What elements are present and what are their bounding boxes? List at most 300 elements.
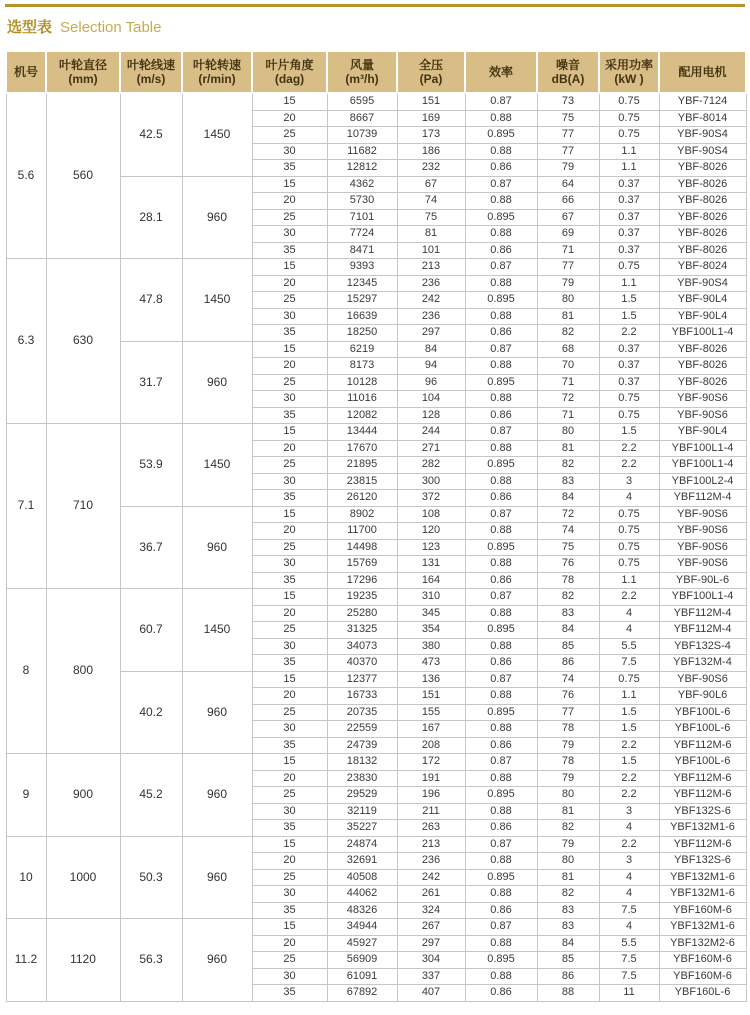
motor-cell: YBF-8026 bbox=[659, 226, 746, 243]
motor-cell: YBF112M-4 bbox=[659, 605, 746, 622]
diameter-cell: 560 bbox=[46, 93, 120, 259]
total-pressure-cell: 282 bbox=[397, 457, 465, 474]
power-cell: 1.5 bbox=[599, 754, 659, 771]
efficiency-cell: 0.86 bbox=[465, 572, 537, 589]
blade-angle-cell: 20 bbox=[252, 193, 327, 210]
efficiency-cell: 0.86 bbox=[465, 407, 537, 424]
power-cell: 0.37 bbox=[599, 358, 659, 375]
efficiency-cell: 0.895 bbox=[465, 704, 537, 721]
power-cell: 1.1 bbox=[599, 143, 659, 160]
blade-angle-cell: 25 bbox=[252, 374, 327, 391]
noise-cell: 80 bbox=[537, 292, 599, 309]
air-volume-cell: 7101 bbox=[327, 209, 397, 226]
power-cell: 0.75 bbox=[599, 506, 659, 523]
motor-cell: YBF100L-6 bbox=[659, 721, 746, 738]
blade-angle-cell: 25 bbox=[252, 539, 327, 556]
efficiency-cell: 0.895 bbox=[465, 787, 537, 804]
rpm-cell: 960 bbox=[182, 754, 252, 837]
power-cell: 2.2 bbox=[599, 836, 659, 853]
total-pressure-cell: 94 bbox=[397, 358, 465, 375]
total-pressure-cell: 196 bbox=[397, 787, 465, 804]
motor-cell: YBF-90S4 bbox=[659, 143, 746, 160]
blade-angle-cell: 15 bbox=[252, 671, 327, 688]
air-volume-cell: 29529 bbox=[327, 787, 397, 804]
efficiency-cell: 0.88 bbox=[465, 308, 537, 325]
total-pressure-cell: 67 bbox=[397, 176, 465, 193]
air-volume-cell: 8173 bbox=[327, 358, 397, 375]
air-volume-cell: 67892 bbox=[327, 985, 397, 1002]
efficiency-cell: 0.88 bbox=[465, 605, 537, 622]
noise-cell: 82 bbox=[537, 325, 599, 342]
power-cell: 0.75 bbox=[599, 127, 659, 144]
noise-cell: 85 bbox=[537, 952, 599, 969]
power-cell: 0.37 bbox=[599, 226, 659, 243]
air-volume-cell: 20735 bbox=[327, 704, 397, 721]
total-pressure-cell: 101 bbox=[397, 242, 465, 259]
noise-cell: 83 bbox=[537, 473, 599, 490]
rpm-cell: 960 bbox=[182, 176, 252, 259]
efficiency-cell: 0.88 bbox=[465, 110, 537, 127]
power-cell: 2.2 bbox=[599, 325, 659, 342]
efficiency-cell: 0.87 bbox=[465, 259, 537, 276]
noise-cell: 70 bbox=[537, 358, 599, 375]
power-cell: 2.2 bbox=[599, 589, 659, 606]
blade-angle-cell: 30 bbox=[252, 143, 327, 160]
air-volume-cell: 5730 bbox=[327, 193, 397, 210]
noise-cell: 79 bbox=[537, 275, 599, 292]
noise-cell: 85 bbox=[537, 638, 599, 655]
total-pressure-cell: 232 bbox=[397, 160, 465, 177]
efficiency-cell: 0.87 bbox=[465, 341, 537, 358]
noise-cell: 83 bbox=[537, 902, 599, 919]
noise-cell: 81 bbox=[537, 308, 599, 325]
blade-angle-cell: 35 bbox=[252, 820, 327, 837]
noise-cell: 77 bbox=[537, 704, 599, 721]
air-volume-cell: 22559 bbox=[327, 721, 397, 738]
noise-cell: 82 bbox=[537, 589, 599, 606]
line-speed-cell: 60.7 bbox=[120, 589, 182, 672]
rpm-cell: 1450 bbox=[182, 589, 252, 672]
power-cell: 4 bbox=[599, 820, 659, 837]
air-volume-cell: 16733 bbox=[327, 688, 397, 705]
air-volume-cell: 21895 bbox=[327, 457, 397, 474]
motor-cell: YBF100L1-4 bbox=[659, 589, 746, 606]
total-pressure-cell: 151 bbox=[397, 93, 465, 110]
motor-cell: YBF112M-4 bbox=[659, 490, 746, 507]
diameter-cell: 900 bbox=[46, 754, 120, 837]
blade-angle-cell: 30 bbox=[252, 638, 327, 655]
blade-angle-cell: 35 bbox=[252, 572, 327, 589]
motor-cell: YBF-90S4 bbox=[659, 275, 746, 292]
efficiency-cell: 0.88 bbox=[465, 275, 537, 292]
motor-cell: YBF132S-6 bbox=[659, 853, 746, 870]
model-cell: 6.3 bbox=[6, 259, 46, 424]
motor-cell: YBF-8024 bbox=[659, 259, 746, 276]
blade-angle-cell: 25 bbox=[252, 209, 327, 226]
efficiency-cell: 0.895 bbox=[465, 127, 537, 144]
efficiency-cell: 0.88 bbox=[465, 358, 537, 375]
motor-cell: YBF160M-6 bbox=[659, 968, 746, 985]
efficiency-cell: 0.88 bbox=[465, 440, 537, 457]
motor-cell: YBF-8026 bbox=[659, 176, 746, 193]
noise-cell: 72 bbox=[537, 506, 599, 523]
air-volume-cell: 45927 bbox=[327, 935, 397, 952]
blade-angle-cell: 35 bbox=[252, 325, 327, 342]
model-cell: 9 bbox=[6, 754, 46, 837]
motor-cell: YBF132M2-6 bbox=[659, 935, 746, 952]
noise-cell: 80 bbox=[537, 853, 599, 870]
total-pressure-cell: 167 bbox=[397, 721, 465, 738]
motor-cell: YBF132M1-6 bbox=[659, 886, 746, 903]
air-volume-cell: 19235 bbox=[327, 589, 397, 606]
line-speed-cell: 56.3 bbox=[120, 919, 182, 1002]
power-cell: 0.75 bbox=[599, 539, 659, 556]
motor-cell: YBF-8026 bbox=[659, 160, 746, 177]
total-pressure-cell: 155 bbox=[397, 704, 465, 721]
blade-angle-cell: 30 bbox=[252, 803, 327, 820]
air-volume-cell: 11682 bbox=[327, 143, 397, 160]
table-row bbox=[6, 259, 746, 276]
motor-cell: YBF-90S6 bbox=[659, 556, 746, 573]
air-volume-cell: 48326 bbox=[327, 902, 397, 919]
air-volume-cell: 11700 bbox=[327, 523, 397, 540]
blade-angle-cell: 30 bbox=[252, 473, 327, 490]
efficiency-cell: 0.88 bbox=[465, 523, 537, 540]
column-header-efficiency: 效率 bbox=[465, 51, 537, 93]
air-volume-cell: 32691 bbox=[327, 853, 397, 870]
air-volume-cell: 6595 bbox=[327, 93, 397, 110]
efficiency-cell: 0.88 bbox=[465, 391, 537, 408]
efficiency-cell: 0.88 bbox=[465, 193, 537, 210]
power-cell: 7.5 bbox=[599, 968, 659, 985]
blade-angle-cell: 25 bbox=[252, 127, 327, 144]
diameter-cell: 710 bbox=[46, 424, 120, 589]
air-volume-cell: 10739 bbox=[327, 127, 397, 144]
blade-angle-cell: 15 bbox=[252, 754, 327, 771]
blade-angle-cell: 30 bbox=[252, 308, 327, 325]
air-volume-cell: 15769 bbox=[327, 556, 397, 573]
blade-angle-cell: 20 bbox=[252, 523, 327, 540]
power-cell: 0.37 bbox=[599, 176, 659, 193]
air-volume-cell: 32119 bbox=[327, 803, 397, 820]
line-speed-cell: 42.5 bbox=[120, 93, 182, 176]
motor-cell: YBF112M-6 bbox=[659, 737, 746, 754]
power-cell: 0.37 bbox=[599, 374, 659, 391]
efficiency-cell: 0.86 bbox=[465, 985, 537, 1002]
efficiency-cell: 0.86 bbox=[465, 902, 537, 919]
power-cell: 0.75 bbox=[599, 556, 659, 573]
blade-angle-cell: 30 bbox=[252, 556, 327, 573]
blade-angle-cell: 25 bbox=[252, 292, 327, 309]
column-header-motor: 配用电机 bbox=[659, 51, 746, 93]
total-pressure-cell: 96 bbox=[397, 374, 465, 391]
model-cell: 5.6 bbox=[6, 93, 46, 259]
air-volume-cell: 6219 bbox=[327, 341, 397, 358]
column-header-noise: 噪音 dB(A) bbox=[537, 51, 599, 93]
total-pressure-cell: 81 bbox=[397, 226, 465, 243]
total-pressure-cell: 271 bbox=[397, 440, 465, 457]
rpm-cell: 960 bbox=[182, 506, 252, 589]
air-volume-cell: 44062 bbox=[327, 886, 397, 903]
air-volume-cell: 24874 bbox=[327, 836, 397, 853]
power-cell: 0.75 bbox=[599, 671, 659, 688]
efficiency-cell: 0.88 bbox=[465, 935, 537, 952]
efficiency-cell: 0.86 bbox=[465, 160, 537, 177]
total-pressure-cell: 337 bbox=[397, 968, 465, 985]
noise-cell: 69 bbox=[537, 226, 599, 243]
power-cell: 1.5 bbox=[599, 424, 659, 441]
air-volume-cell: 56909 bbox=[327, 952, 397, 969]
power-cell: 0.75 bbox=[599, 391, 659, 408]
blade-angle-cell: 15 bbox=[252, 424, 327, 441]
efficiency-cell: 0.86 bbox=[465, 325, 537, 342]
motor-cell: YBF132M1-6 bbox=[659, 869, 746, 886]
motor-cell: YBF-8014 bbox=[659, 110, 746, 127]
power-cell: 7.5 bbox=[599, 655, 659, 672]
motor-cell: YBF-90L6 bbox=[659, 688, 746, 705]
total-pressure-cell: 244 bbox=[397, 424, 465, 441]
efficiency-cell: 0.895 bbox=[465, 622, 537, 639]
noise-cell: 78 bbox=[537, 572, 599, 589]
noise-cell: 78 bbox=[537, 721, 599, 738]
table-row bbox=[6, 93, 746, 110]
total-pressure-cell: 128 bbox=[397, 407, 465, 424]
efficiency-cell: 0.88 bbox=[465, 721, 537, 738]
efficiency-cell: 0.88 bbox=[465, 886, 537, 903]
noise-cell: 86 bbox=[537, 655, 599, 672]
efficiency-cell: 0.86 bbox=[465, 242, 537, 259]
efficiency-cell: 0.88 bbox=[465, 688, 537, 705]
air-volume-cell: 25280 bbox=[327, 605, 397, 622]
blade-angle-cell: 35 bbox=[252, 985, 327, 1002]
noise-cell: 71 bbox=[537, 242, 599, 259]
power-cell: 4 bbox=[599, 490, 659, 507]
total-pressure-cell: 236 bbox=[397, 308, 465, 325]
power-cell: 0.37 bbox=[599, 209, 659, 226]
column-header-total-pressure: 全压 (Pa) bbox=[397, 51, 465, 93]
noise-cell: 82 bbox=[537, 820, 599, 837]
noise-cell: 81 bbox=[537, 869, 599, 886]
noise-cell: 66 bbox=[537, 193, 599, 210]
noise-cell: 72 bbox=[537, 391, 599, 408]
air-volume-cell: 40370 bbox=[327, 655, 397, 672]
motor-cell: YBF-90S6 bbox=[659, 407, 746, 424]
noise-cell: 75 bbox=[537, 110, 599, 127]
total-pressure-cell: 75 bbox=[397, 209, 465, 226]
blade-angle-cell: 15 bbox=[252, 919, 327, 936]
noise-cell: 82 bbox=[537, 886, 599, 903]
title-chinese: 选型表 bbox=[7, 19, 53, 36]
efficiency-cell: 0.87 bbox=[465, 506, 537, 523]
noise-cell: 81 bbox=[537, 803, 599, 820]
power-cell: 1.5 bbox=[599, 308, 659, 325]
air-volume-cell: 34944 bbox=[327, 919, 397, 936]
air-volume-cell: 8902 bbox=[327, 506, 397, 523]
air-volume-cell: 23830 bbox=[327, 770, 397, 787]
total-pressure-cell: 297 bbox=[397, 325, 465, 342]
top-gold-divider bbox=[5, 4, 745, 7]
motor-cell: YBF-90L-6 bbox=[659, 572, 746, 589]
table-row bbox=[6, 836, 746, 853]
total-pressure-cell: 84 bbox=[397, 341, 465, 358]
noise-cell: 83 bbox=[537, 605, 599, 622]
column-header-model: 机号 bbox=[6, 51, 46, 93]
power-cell: 4 bbox=[599, 869, 659, 886]
total-pressure-cell: 267 bbox=[397, 919, 465, 936]
motor-cell: YBF-90S6 bbox=[659, 671, 746, 688]
noise-cell: 84 bbox=[537, 935, 599, 952]
blade-angle-cell: 35 bbox=[252, 160, 327, 177]
total-pressure-cell: 304 bbox=[397, 952, 465, 969]
efficiency-cell: 0.88 bbox=[465, 638, 537, 655]
efficiency-cell: 0.88 bbox=[465, 226, 537, 243]
diameter-cell: 630 bbox=[46, 259, 120, 424]
efficiency-cell: 0.87 bbox=[465, 754, 537, 771]
column-header-power: 采用功率 (kW ) bbox=[599, 51, 659, 93]
efficiency-cell: 0.895 bbox=[465, 292, 537, 309]
blade-angle-cell: 20 bbox=[252, 440, 327, 457]
power-cell: 1.1 bbox=[599, 160, 659, 177]
efficiency-cell: 0.87 bbox=[465, 919, 537, 936]
column-header-impeller-diameter: 叶轮直径 (mm) bbox=[46, 51, 120, 93]
power-cell: 3 bbox=[599, 853, 659, 870]
blade-angle-cell: 25 bbox=[252, 952, 327, 969]
line-speed-cell: 47.8 bbox=[120, 259, 182, 342]
noise-cell: 86 bbox=[537, 968, 599, 985]
blade-angle-cell: 35 bbox=[252, 490, 327, 507]
blade-angle-cell: 20 bbox=[252, 358, 327, 375]
air-volume-cell: 18132 bbox=[327, 754, 397, 771]
total-pressure-cell: 310 bbox=[397, 589, 465, 606]
total-pressure-cell: 242 bbox=[397, 869, 465, 886]
blade-angle-cell: 30 bbox=[252, 968, 327, 985]
air-volume-cell: 17670 bbox=[327, 440, 397, 457]
total-pressure-cell: 208 bbox=[397, 737, 465, 754]
motor-cell: YBF-90L4 bbox=[659, 292, 746, 309]
power-cell: 0.75 bbox=[599, 93, 659, 110]
motor-cell: YBF112M-6 bbox=[659, 787, 746, 804]
power-cell: 2.2 bbox=[599, 457, 659, 474]
power-cell: 2.2 bbox=[599, 440, 659, 457]
total-pressure-cell: 131 bbox=[397, 556, 465, 573]
column-header-blade-angle: 叶片角度 (dag) bbox=[252, 51, 327, 93]
power-cell: 11 bbox=[599, 985, 659, 1002]
total-pressure-cell: 236 bbox=[397, 853, 465, 870]
air-volume-cell: 12345 bbox=[327, 275, 397, 292]
noise-cell: 71 bbox=[537, 374, 599, 391]
rpm-cell: 960 bbox=[182, 671, 252, 754]
total-pressure-cell: 242 bbox=[397, 292, 465, 309]
efficiency-cell: 0.87 bbox=[465, 671, 537, 688]
air-volume-cell: 35227 bbox=[327, 820, 397, 837]
total-pressure-cell: 191 bbox=[397, 770, 465, 787]
blade-angle-cell: 15 bbox=[252, 836, 327, 853]
total-pressure-cell: 213 bbox=[397, 836, 465, 853]
air-volume-cell: 24739 bbox=[327, 737, 397, 754]
line-speed-cell: 45.2 bbox=[120, 754, 182, 837]
air-volume-cell: 13444 bbox=[327, 424, 397, 441]
diameter-cell: 1000 bbox=[46, 836, 120, 919]
power-cell: 0.75 bbox=[599, 110, 659, 127]
power-cell: 7.5 bbox=[599, 902, 659, 919]
air-volume-cell: 18250 bbox=[327, 325, 397, 342]
blade-angle-cell: 20 bbox=[252, 770, 327, 787]
motor-cell: YBF100L1-4 bbox=[659, 457, 746, 474]
motor-cell: YBF-8026 bbox=[659, 193, 746, 210]
total-pressure-cell: 169 bbox=[397, 110, 465, 127]
total-pressure-cell: 136 bbox=[397, 671, 465, 688]
air-volume-cell: 9393 bbox=[327, 259, 397, 276]
blade-angle-cell: 25 bbox=[252, 704, 327, 721]
efficiency-cell: 0.86 bbox=[465, 490, 537, 507]
power-cell: 1.5 bbox=[599, 704, 659, 721]
blade-angle-cell: 30 bbox=[252, 886, 327, 903]
noise-cell: 74 bbox=[537, 671, 599, 688]
power-cell: 4 bbox=[599, 605, 659, 622]
selection-table bbox=[5, 50, 747, 1002]
noise-cell: 77 bbox=[537, 143, 599, 160]
noise-cell: 76 bbox=[537, 688, 599, 705]
motor-cell: YBF-90S6 bbox=[659, 539, 746, 556]
motor-cell: YBF160M-6 bbox=[659, 952, 746, 969]
power-cell: 1.5 bbox=[599, 292, 659, 309]
total-pressure-cell: 211 bbox=[397, 803, 465, 820]
motor-cell: YBF100L2-4 bbox=[659, 473, 746, 490]
model-cell: 10 bbox=[6, 836, 46, 919]
noise-cell: 84 bbox=[537, 490, 599, 507]
air-volume-cell: 40508 bbox=[327, 869, 397, 886]
noise-cell: 77 bbox=[537, 127, 599, 144]
column-header-air-volume: 风量 (m³/h) bbox=[327, 51, 397, 93]
blade-angle-cell: 20 bbox=[252, 110, 327, 127]
noise-cell: 73 bbox=[537, 93, 599, 110]
efficiency-cell: 0.86 bbox=[465, 820, 537, 837]
motor-cell: YBF132M-4 bbox=[659, 655, 746, 672]
motor-cell: YBF100L-6 bbox=[659, 704, 746, 721]
total-pressure-cell: 380 bbox=[397, 638, 465, 655]
noise-cell: 83 bbox=[537, 919, 599, 936]
column-header-impeller-line-speed: 叶轮线速 (m/s) bbox=[120, 51, 182, 93]
blade-angle-cell: 30 bbox=[252, 391, 327, 408]
total-pressure-cell: 120 bbox=[397, 523, 465, 540]
blade-angle-cell: 15 bbox=[252, 506, 327, 523]
efficiency-cell: 0.895 bbox=[465, 209, 537, 226]
total-pressure-cell: 372 bbox=[397, 490, 465, 507]
efficiency-cell: 0.895 bbox=[465, 374, 537, 391]
noise-cell: 68 bbox=[537, 341, 599, 358]
power-cell: 3 bbox=[599, 473, 659, 490]
total-pressure-cell: 345 bbox=[397, 605, 465, 622]
air-volume-cell: 7724 bbox=[327, 226, 397, 243]
line-speed-cell: 50.3 bbox=[120, 836, 182, 919]
table-row bbox=[6, 589, 746, 606]
motor-cell: YBF132S-4 bbox=[659, 638, 746, 655]
efficiency-cell: 0.88 bbox=[465, 143, 537, 160]
power-cell: 7.5 bbox=[599, 952, 659, 969]
noise-cell: 84 bbox=[537, 622, 599, 639]
page-title bbox=[7, 19, 743, 37]
total-pressure-cell: 236 bbox=[397, 275, 465, 292]
rpm-cell: 960 bbox=[182, 341, 252, 424]
efficiency-cell: 0.86 bbox=[465, 655, 537, 672]
rpm-cell: 1450 bbox=[182, 259, 252, 342]
noise-cell: 74 bbox=[537, 523, 599, 540]
total-pressure-cell: 297 bbox=[397, 935, 465, 952]
blade-angle-cell: 15 bbox=[252, 589, 327, 606]
noise-cell: 77 bbox=[537, 259, 599, 276]
power-cell: 2.2 bbox=[599, 770, 659, 787]
total-pressure-cell: 74 bbox=[397, 193, 465, 210]
